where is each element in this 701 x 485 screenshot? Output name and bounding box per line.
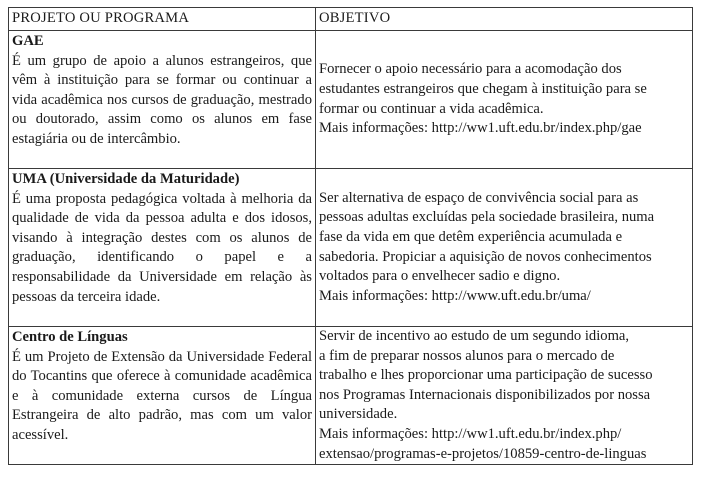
objective-line: trabalho e lhes proporcionar uma participação de sucesso [319, 367, 653, 384]
program-description: É uma proposta pedagógica voltada à melhoria da qualidade de vida da pessoa adulta e dos idosos, visando à integração destes com os alunos de graduação, identificando o papel e a responsabilidade da Universidade em relação às pessoas da terceira idade. [12, 190, 312, 305]
objective-cell [316, 31, 693, 169]
objective-line: Ser alternativa de espaço de convivência social para as [319, 189, 639, 206]
header-objective: OBJETIVO [316, 8, 693, 31]
program-name-suffix: (Universidade da Maturidade) [49, 171, 240, 187]
table-row [9, 169, 693, 327]
objective-line: universidade. [319, 406, 398, 423]
objective-line: formar ou continuar a vida acadêmica. [319, 100, 544, 117]
objective-cell [316, 327, 693, 465]
table-row [9, 327, 693, 465]
program-name [12, 170, 312, 190]
program-cell [9, 31, 316, 169]
objective-line: voltados para o envelhecer sadio e digno. [319, 268, 561, 285]
more-info-link[interactable]: Mais informações: http://www.uft.edu.br/uma/ [319, 287, 591, 304]
header-program: PROJETO OU PROGRAMA [9, 8, 316, 31]
more-info-link[interactable]: Mais informações: http://ww1.uft.edu.br/index.php/gae [319, 120, 642, 137]
objective-line: estudantes estrangeiros que chegam à instituição para se [319, 80, 647, 97]
program-name-text: Centro de Línguas [12, 329, 128, 345]
objective-line: sabedoria. Propiciar a aquisição de novos conhecimentos [319, 248, 652, 265]
program-name-text: UMA [12, 171, 47, 187]
header-row [9, 8, 693, 31]
table-row [9, 31, 693, 169]
objective-line: nos Programas Internacionais disponibilizados por nossa [319, 386, 651, 403]
program-cell [9, 327, 316, 465]
objective-line: pessoas adultas excluídas pela sociedade brasileira, numa [319, 209, 655, 226]
program-name [12, 328, 312, 348]
more-info-link[interactable]: extensao/programas-e-projetos/10859-centro-de-linguas [319, 445, 647, 462]
objective-line: fase da vida em que detêm experiência acumulada e [319, 228, 623, 245]
program-name-text: GAE [12, 33, 44, 49]
objective-line: a fim de preparar nossos alunos para o mercado de [319, 347, 615, 364]
program-cell [9, 169, 316, 327]
programs-table [8, 7, 693, 465]
program-description: É um Projeto de Extensão da Universidade Federal do Tocantins que oferece à comunidade acadêmica e à comunidade externa cursos de Língua Estrangeira de alto padrão, mas com um valor acessível. [12, 348, 312, 443]
objective-line: Fornecer o apoio necessário para a acomodação dos [319, 61, 622, 78]
objective-line: Servir de incentivo ao estudo de um segundo idioma, [319, 328, 630, 344]
more-info-link[interactable]: Mais informações: http://ww1.uft.edu.br/index.php/ [319, 425, 622, 442]
objective-cell [316, 169, 693, 327]
program-description: É um grupo de apoio a alunos estrangeiros, que vêm à instituição para se formar ou continuar a vida acadêmica nos cursos de graduação, mestrado ou doutorado, assim como os alunos em fase estagiária ou de intercâmbio. [12, 52, 312, 147]
program-name [12, 32, 312, 52]
